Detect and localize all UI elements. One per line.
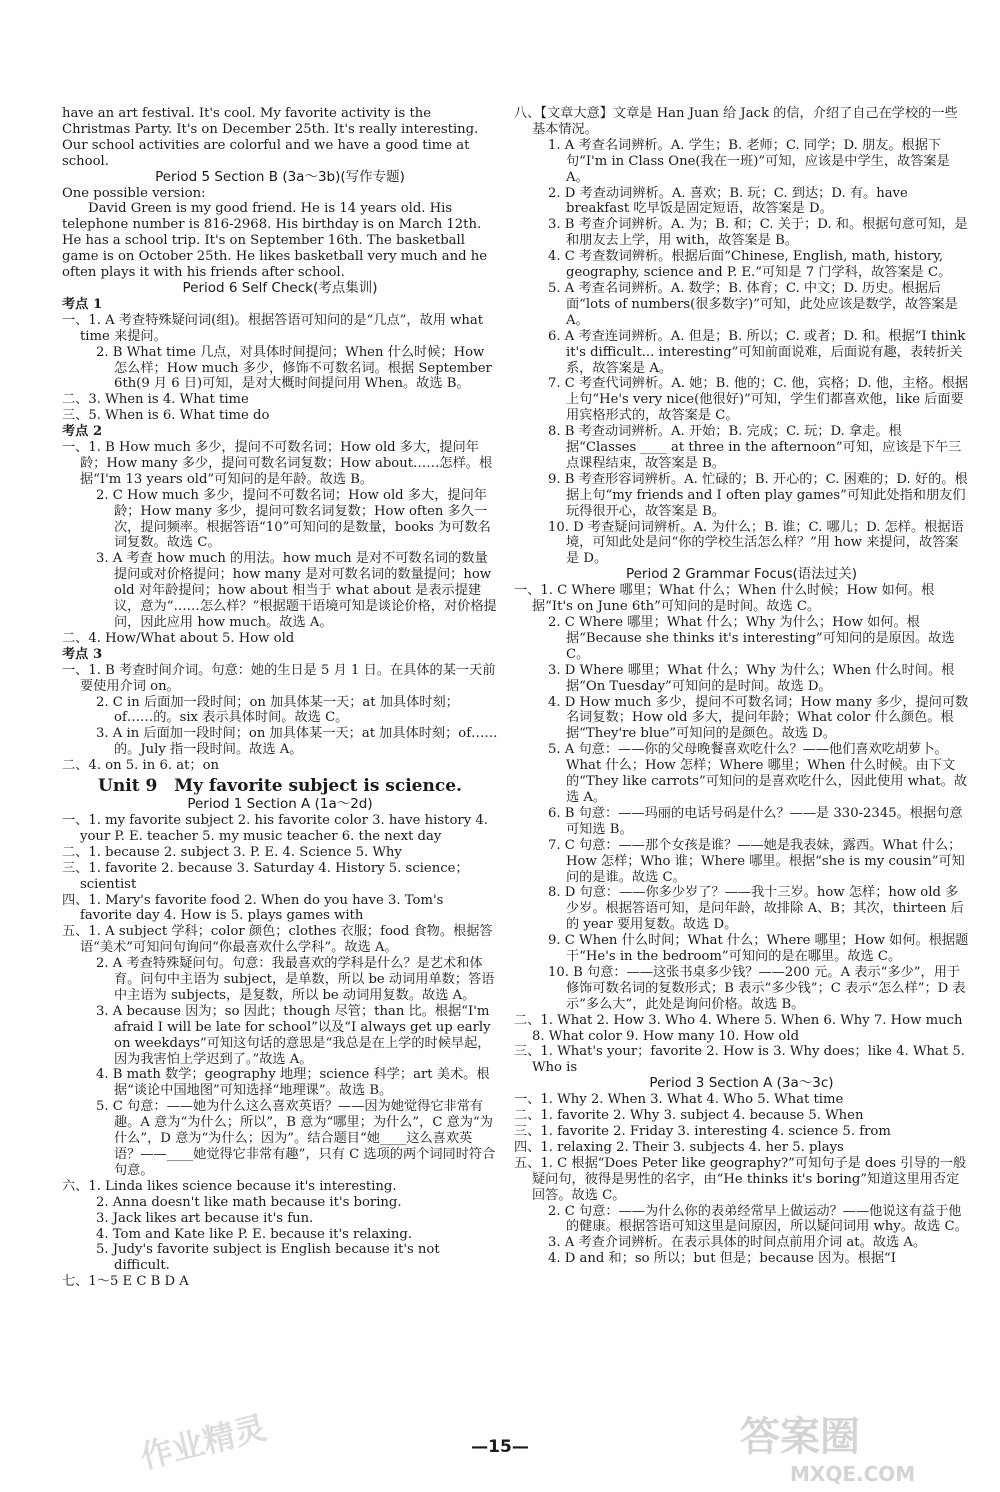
answer-subitem: 2. C 句意：——为什么你的表弟经常早上做运动？——他说这有益于他的健康。根据答语可知这里是问原因，所以疑问词用 why。故选 C。 — [548, 1203, 968, 1235]
answer-subitem: 2. A 考查特殊疑问句。句意：我最喜欢的学科是什么？是艺术和体育。问句中主语为 subject，是单数，所以 be 动词用单数；答语中主语为 subjects，是复数，所以 be 动词用复数。故选 A。 — [96, 956, 495, 1003]
page-number: —15— — [471, 1437, 529, 1457]
answer-item: 三、1. What's your；favorite 2. How is 3. Why does；like 4. What 5. Who is — [514, 1044, 965, 1076]
answer-item: 三、5. When is 6. What time do — [62, 408, 270, 424]
answer-subitem: 9. B 考查形容词辨析。A. 忙碌的；B. 开心的；C. 困难的；D. 好的。根据上句“my friends and I often play games”可知此处指和朋友们玩得很开心，故答案是 B。 — [548, 471, 968, 519]
answer-subitem: 3. B 考查介词辨析。A. 为；B. 和；C. 关于；D. 和。根据句意可知，是和朋友去上学，用 with，故答案是 B。 — [548, 217, 968, 249]
paragraph: One possible version: — [62, 185, 206, 201]
answer-subitem: 5. Judy's favorite subject is English because it's not difficult. — [96, 1242, 440, 1274]
answer-item: 二、1. because 2. subject 3. P. E. 4. Science 5. Why — [62, 844, 402, 860]
answer-subitem: 10. D 考查疑问词辨析。A. 为什么；B. 谁；C. 哪儿；D. 怎样。根据语境，可知此处是问“你的学校生活怎么样？”用 how 来提问，故答案是 D。 — [548, 519, 964, 567]
answer-item: 一、1. Why 2. When 3. What 4. Who 5. What time — [514, 1092, 844, 1108]
answer-item: 一、1. A 考查特殊疑问词(组)。根据答语可知问的是“几点”，故用 what time 来提问。 — [62, 312, 484, 344]
answer-subitem: 3. A because 因为；so 因此；though 尽管；than 比。根据“I'm afraid I will be late for school”以及“I always get up early on weekdays”可知这句话的意思是“我总是在上学的时候早起，因为我害怕上学迟到了。”故选 A。 — [96, 1003, 491, 1067]
left-column — [62, 106, 498, 1290]
answer-subitem: 2. B What time 几点，对具体时间提问；When 什么时候；How 怎么样；How much 多少，修饰不可数名词。根据 September 6th(9 月 6 日)可知，是对大概时间提问用 When。故选 B。 — [96, 344, 492, 392]
answer-subitem: 3. A 考查 how much 的用法。how much 是对不可数名词的数量提问或对价格提问；how many 是对可数名词的数量提问；how old 对年龄提问；how about 相当于 what about 是表示提建议，意为“……怎么样？”根据题干语境可知是谈论价格，对价格提问，因此应用 how much。故选 A。 — [96, 551, 497, 630]
section-heading: Period 3 Section A (3a～3c) — [649, 1075, 834, 1092]
watermark-right — [740, 1405, 980, 1485]
answer-item: 二、1. favorite 2. Why 3. subject 4. because 5. When — [514, 1108, 864, 1124]
answer-subitem: 6. B 句意：——玛丽的电话号码是什么？——是 330-2345。根据句意可知选 B。 — [548, 805, 963, 837]
answer-subitem: 1. A 考查名词辨析。A. 学生；B. 老师；C. 同学；D. 朋友。根据下句“I'm in Class One(我在一班)”可知，应该是中学生，故答案是 A。 — [548, 137, 950, 185]
answer-item: 四、1. Mary's favorite food 2. When do you have 3. Tom's favorite day 4. How is 5. plays games with — [62, 892, 444, 924]
answer-subitem: 5. A 句意：——你的父母晚餐喜欢吃什么？——他们喜欢吃胡萝卜。What 什么；How 怎样；Where 哪里；When 什么时候。由下文的“They like carrots”可知问的是喜欢吃什么，因此使用 what。故选 A。 — [548, 742, 968, 805]
key-point-label: 考点 3 — [62, 646, 103, 662]
answer-item: 六、1. Linda likes science because it's interesting. — [62, 1178, 397, 1194]
right-column — [514, 106, 969, 1267]
answer-subitem: 4. D and 和；so 所以；but 但是；because 因为。根据“I — [548, 1251, 896, 1267]
answer-subitem: 4. C 考查数词辨析。根据后面“Chinese, English, math, history, geography, science and P. E.”可知是 7 门学科，故答案是 C。 — [548, 249, 952, 281]
answer-subitem: 3. A in 后面加一段时间；on 加具体某一天；at 加具体时刻；of……的。July 指一段时间。故选 A。 — [96, 726, 498, 758]
answer-subitem: 6. A 考查连词辨析。A. 但是；B. 所以；C. 或者；D. 和。根据“I think it's difficult... interesting”可知前面说难，后面说有趣，表转折关系，故答案是 A。 — [548, 328, 966, 376]
answer-subitem: 2. D 考查动词辨析。A. 喜欢；B. 玩；C. 到达；D. 有。have breakfast 吃早饭是固定短语，故答案是 D。 — [548, 185, 908, 217]
answer-subitem: 5. A 考查名词辨析。A. 数学；B. 体育；C. 中文；D. 历史。根据后面“lots of numbers(很多数字)”可知，此处应该是数学，故答案是 A。 — [548, 280, 958, 328]
answer-subitem: 4. D How much 多少，提问不可数名词；How many 多少，提问可数名词复数；How old 多大，提问年龄；What color 什么颜色。根据“They're blue”可知问的是颜色。故选 D。 — [548, 694, 969, 742]
answer-item: 二、4. How/What about 5. How old — [62, 630, 295, 646]
answer-item: 一、1. my favorite subject 2. his favorite color 3. have history 4. your P. E. teacher 5. my music teacher 6. the next day — [62, 812, 488, 844]
answer-subitem: 3. A 考查介词辨析。在表示具体的时间点前用介词 at。故选 A。 — [548, 1235, 927, 1251]
paragraph: David Green is my good friend. He is 14 years old. His telephone number is 816-2968. His birthday is on March 12th. He has a school trip. It's on September 16th. The basketball game is on October 25th. He likes basketball very much and he often plays it with his friends after school. — [62, 201, 488, 281]
answer-item: 三、1. favorite 2. Friday 3. interesting 4. science 5. from — [514, 1124, 891, 1139]
answer-subitem: 2. C in 后面加一段时间；on 加具体某一天；at 加具体时刻；of……的。six 表示具体时间。故选 C。 — [96, 694, 459, 726]
answer-subitem: 2. C How much 多少，提问不可数名词；How old 多大，提问年龄；How many 多少，提问可数名词复数；How often 多久一次，提问频率。根据答语“10”可知问的是数量，books 为可数名词复数。故选 C。 — [96, 487, 491, 551]
answer-subitem: 3. Jack likes art because it's fun. — [96, 1210, 314, 1226]
answer-item: 八、【文章大意】文章是 Han Juan 给 Jack 的信，介绍了自己在学校的一些基本情况。 — [514, 106, 958, 137]
answer-subitem: 4. B math 数学；geography 地理；science 科学；art 美术。根据“谈论中国地图”可知选择“地理课”。故选 B。 — [96, 1067, 490, 1099]
watermark-logo-text: 答案圈 — [740, 1414, 860, 1460]
answer-subitem: 7. C 句意：——那个女孩是谁？——她是我表妹，露西。What 什么；How 怎样；Who 谁；Where 哪里。根据“she is my cousin”可知问的是谁。故选 C。 — [548, 837, 965, 885]
watermark-url: MXQE.COM — [790, 1462, 916, 1486]
answer-subitem: 8. B 考查动词辨析。A. 开始；B. 完成；C. 玩；D. 拿走。根据“Classes ____ at three in the afternoon”可知，应该是下午三点课程结束，故答案是 B。 — [548, 424, 962, 471]
answer-subitem: 5. C 句意：——她为什么这么喜欢英语？——因为她觉得它非常有趣。A 意为“为什么；所以”，B 意为“哪里；为什么”，C 意为“为什么”，D 意为“为什么；因为”。结合题目“她____这么喜欢英语？——____她觉得它非常有趣”，只有 C 选项的两个词同时符合句意。 — [96, 1099, 496, 1178]
answer-subitem: 2. Anna doesn't like math because it's boring. — [96, 1194, 402, 1210]
answer-subitem: 9. C When 什么时间；What 什么；Where 哪里；How 如何。根据题干“He's in the bedroom”可知问的是在哪里。故选 C。 — [548, 933, 969, 965]
answer-item: 三、1. favorite 2. because 3. Saturday 4. History 5. science；scientist — [62, 860, 469, 892]
answer-item: 五、1. A subject 学科；color 颜色；clothes 衣服；food 食物。根据答语“美术”可知问句询问“你最喜欢什么学科”。故选 A。 — [62, 924, 493, 956]
answer-subitem: 7. C 考查代词辨析。A. 她；B. 他的；C. 他，宾格；D. 他，主格。根据上句“He's very nice(他很好)”可知，学生们都喜欢他，like 后面要用宾格形式的，故答案是 C。 — [548, 376, 969, 424]
watermark-left: 作业精灵 — [136, 1408, 271, 1477]
answer-item: 二、4. on 5. in 6. at；on — [62, 758, 220, 774]
answer-item: 七、1～5 E C B D A — [62, 1274, 189, 1290]
answer-item: 四、1. relaxing 2. Their 3. subjects 4. her 5. plays — [514, 1139, 844, 1155]
section-heading: Period 2 Grammar Focus(语法过关) — [625, 566, 858, 583]
answer-subitem: 10. B 句意：——这张书桌多少钱？——200 元。A 表示“多少”，用于修饰可数名词的复数形式；B 表示“多少钱”；C 表示“怎么样”；D 表示“多么大”，此处是询问价格。故选 B。 — [548, 964, 966, 1012]
answer-subitem: 8. D 句意：——你多少岁了？——我十三岁。how 怎样；how old 多少岁。根据答语可知，是问年龄，故排除 A、B；其次，thirteen 后的 year 要用复数。故选 D。 — [548, 885, 964, 933]
answer-subitem: 4. Tom and Kate like P. E. because it's relaxing. — [96, 1226, 413, 1242]
key-point-label: 考点 1 — [62, 296, 103, 312]
answer-subitem: 3. D Where 哪里；What 什么；Why 为什么；When 什么时间。根据“On Tuesday”可知问的是时间。故选 D。 — [548, 662, 955, 694]
paragraph: have an art festival. It's cool. My favorite activity is the Christmas Party. It's on December 25th. It's really interesting. Our school activities are colorful and we have a good time at school. — [62, 106, 479, 169]
answer-item: 五、1. C 根据“Does Peter like geography?”可知句子是 does 引导的一般疑问句，彼得是男性的名字，由“He thinks it's boring”知道这里用否定回答。故选 C。 — [514, 1155, 967, 1203]
answer-item: 二、1. What 2. How 3. Who 4. Where 5. When 6. Why 7. How much 8. What color 9. How many 10. How old — [514, 1012, 963, 1044]
answer-item: 二、3. When is 4. What time — [62, 392, 249, 408]
key-point-label: 考点 2 — [62, 424, 103, 440]
section-heading: Period 5 Section B (3a～3b)(写作专题) — [155, 168, 405, 185]
answer-item: 一、1. C Where 哪里；What 什么；When 什么时候；How 如何。根据“It's on June 6th”可知问的是时间。故选 C。 — [514, 583, 935, 615]
section-heading: Period 6 Self Check(考点集训) — [182, 279, 378, 296]
section-heading: Period 1 Section A (1a～2d) — [187, 796, 373, 813]
unit-title: Unit 9 My favorite subject is science. — [98, 776, 462, 797]
answer-item: 一、1. B 考查时间介词。句意：她的生日是 5 月 1 日。在具体的某一天前要使用介词 on。 — [62, 662, 496, 694]
answer-item: 一、1. B How much 多少，提问不可数名词；How old 多大，提问年龄；How many 多少，提问可数名词复数；How about……怎样。根据“I'm 13 years old”可知问的是年龄。故选 B。 — [62, 440, 493, 487]
answer-subitem: 2. C Where 哪里；What 什么；Why 为什么；How 如何。根据“Because she thinks it's interesting”可知问的是原因。故选 C。 — [548, 615, 955, 662]
